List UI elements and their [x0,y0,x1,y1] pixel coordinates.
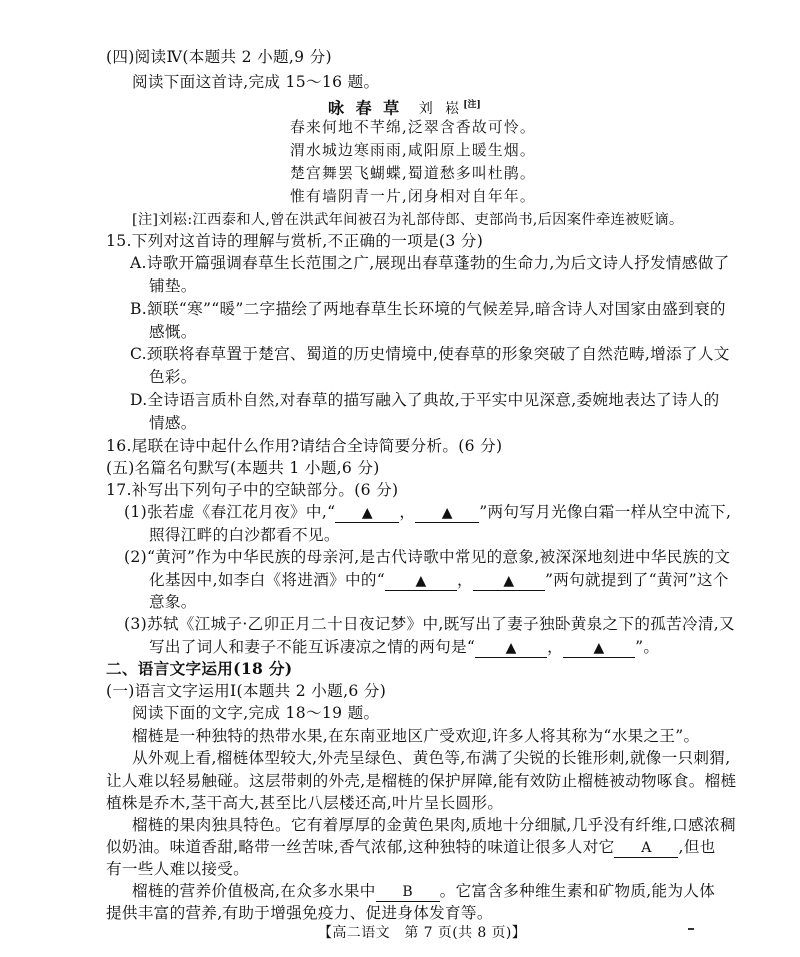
answer-blank-a[interactable] [614,839,678,858]
q15-option-b-line-1: B.颔联“寒”“暖”二字描绘了两地春草生长环境的气候差异,暗含诗人对国家由盛到衰的 [130,300,726,318]
q17-3-suffix: ”。 [635,638,660,656]
part-2-header: 二、语言文字运用(18 分) [106,659,293,678]
poem-line-4: 惟有墙阴青一片,闭身相对自年年。 [290,188,536,205]
q17-2-suffix: ”两句就提到了“黄河”这个 [544,571,729,589]
blank-label-a: A [641,840,652,856]
q17-1-suffix: ”两句写月光像白霜一样从空中流下, [479,503,732,521]
passage-paragraph-2-line-3: 植株是乔木,茎干高大,甚至比八层楼还高,叶片呈长圆形。 [106,794,504,812]
triangle-icon: ▲ [593,640,605,656]
q17-item-3-line-2: 写出了词人和妻子不能互诉凄凉之情的两句是“ ▲ ， ▲ ”。 [149,638,660,656]
question-16: 16.尾联在诗中起什么作用?请结合全诗简要分析。(6 分) [106,437,503,455]
poem-title: 咏 春 草 [328,98,403,118]
q17-item-2-line-2: 化基因中,如李白《将进酒》中的“ ▲ ， ▲ ”两句就提到了“黄河”这个 [149,571,729,589]
answer-blank[interactable] [475,639,547,658]
passage-paragraph-4-line-1 [132,880,715,902]
q17-item-3-line-1: (3)苏轼《江城子·乙卯正月二十日夜记梦》中,既写出了妻子独卧黄泉之下的孤苦冷清,又 [124,615,735,633]
q17-2-prefix: 化基因中,如李白《将进酒》中的“ [149,571,386,589]
q17-1-prefix: (1)张若虚《春江花月夜》中,“ [124,503,336,521]
section-5-header: (五)名篇名句默写(本题共 1 小题,6 分) [106,459,380,477]
p4-prefix: 榴梿的营养价值极高,在众多水果中 [132,882,376,900]
triangle-icon: ▲ [415,573,427,589]
page-footer: 【高二语文 第 7 页(共 8 页)】 [318,925,527,941]
answer-blank[interactable] [335,504,399,523]
triangle-icon: ▲ [361,505,373,521]
poem-line-1: 春来何地不芊绵,泛翠含香故可怜。 [290,119,536,136]
passage-paragraph-3-line-2 [106,836,716,858]
passage-paragraph-3-line-1: 榴梿的果肉独具特色。它有着厚厚的金黄色果肉,质地十分细腻,几乎没有纤维,口感浓稠 [132,816,736,834]
q17-item-1-line-2: 照得江畔的白沙都看不见。 [149,526,340,544]
passage-paragraph-3-line-3: 有一些人难以接受。 [106,860,250,878]
q15-option-c-line-1: C.颈联将春草置于楚宫、蜀道的历史情境中,使春草的形象突破了自然范畴,增添了人文 [130,345,730,363]
poem-note-mark: [注] [463,100,481,110]
poem-author: 刘 崧 [418,101,464,118]
q15-option-d-line-1: D.全诗语言质朴自然,对春草的描写融入了典故,于平实中见深意,委婉地表达了诗人的 [130,391,720,409]
p4-suffix: 。它富含多种维生素和矿物质,能为人体 [439,882,716,900]
q15-option-d-line-2: 情感。 [149,414,197,432]
passage-paragraph-2-line-1: 从外观上看,榴梿体型较大,外壳呈绿色、黄色等,布满了尖锐的长锥形刺,就像一只刺猬, [132,749,731,767]
q15-option-a-line-1: A.诗歌开篇强调春草生长范围之广,展现出春草蓬勃的生命力,为后文诗人抒发情感做了 [130,254,730,272]
q17-item-2-line-1: (2)“黄河”作为中华民族的母亲河,是古代诗歌中常见的意象,被深深地刻进中华民族的文 [124,548,731,566]
poem-line-2: 渭水城边寒雨雨,咸阳原上暖生烟。 [290,142,536,159]
p3-suffix: ,但也 [678,838,716,856]
answer-blank[interactable] [385,572,457,591]
q17-item-2-line-3: 意象。 [149,593,197,611]
triangle-icon: ▲ [441,505,453,521]
sub-section-1-intro: 阅读下面的文字,完成 18～19 题。 [132,704,380,722]
passage-paragraph-1: 榴梿是一种独特的热带水果,在东南亚地区广受欢迎,许多人将其称为“水果之王”。 [132,727,700,745]
answer-blank[interactable] [415,504,479,523]
section-4-intro: 阅读下面这首诗,完成 15～16 题。 [132,73,380,91]
q17-item-1-line-1: (1)张若虚《春江花月夜》中,“ ▲ ， ▲ ”两句写月光像白霜一样从空中流下, [124,503,732,521]
answer-blank[interactable] [563,639,635,658]
poem-note: [注]刘崧:江西泰和人,曾在洪武年间被召为礼部侍郎、吏部尚书,后因案件牵连被贬谪。 [132,212,684,228]
sub-section-1-header: (一)语言文字运用Ⅰ(本题共 2 小题,6 分) [106,682,387,700]
q15-option-b-line-2: 感慨。 [149,323,197,341]
scan-mark [688,928,694,930]
question-15: 15.下列对这首诗的理解与赏析,不正确的一项是(3 分) [106,232,484,250]
answer-blank-b[interactable] [376,883,440,902]
q15-option-c-line-2: 色彩。 [149,368,197,386]
passage-paragraph-2-line-2: 让人难以轻易触碰。这层带刺的外壳,是榴梿的保护屏障,能有效防止榴梿被动物啄食。榴梿 [106,772,737,790]
q15-option-a-line-2: 铺垫。 [149,277,197,295]
passage-paragraph-4-line-2: 提供丰富的营养,有助于增强免疫力、促进身体发育等。 [106,904,493,922]
triangle-icon: ▲ [503,573,515,589]
blank-label-b: B [402,884,413,900]
poem-line-3: 楚宫舞罢飞蝴蝶,蜀道愁多叫杜鹃。 [290,165,536,182]
answer-blank[interactable] [473,572,545,591]
triangle-icon: ▲ [505,640,517,656]
q17-3-prefix: 写出了词人和妻子不能互诉凄凉之情的两句是“ [149,638,476,656]
question-17: 17.补写出下列句子中的空缺部分。(6 分) [106,481,399,499]
p3-prefix: 似奶油。味道香甜,略带一丝苦味,香气浓郁,这种独特的味道让很多人对它 [106,838,615,856]
section-4-header: (四)阅读Ⅳ(本题共 2 小题,9 分) [106,48,332,66]
